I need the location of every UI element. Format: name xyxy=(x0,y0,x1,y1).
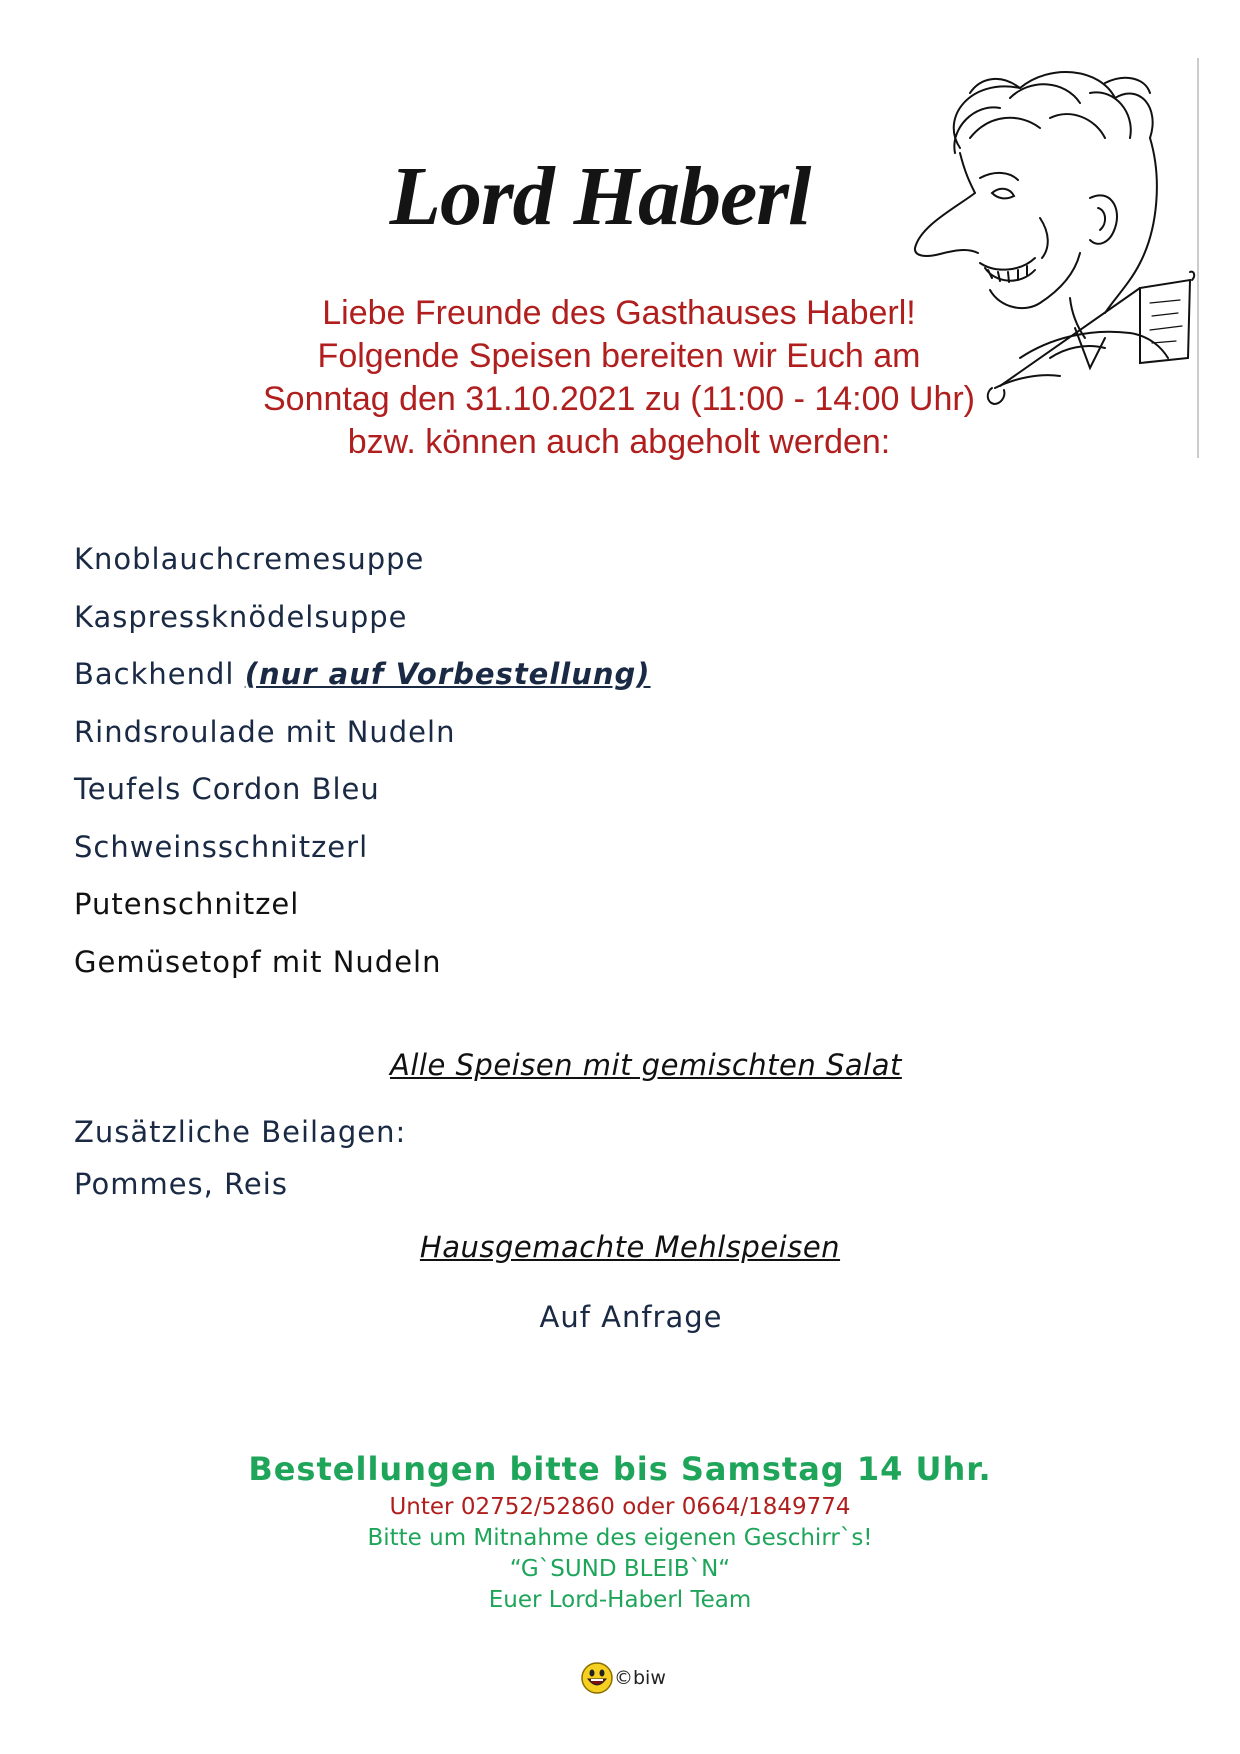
intro-text xyxy=(0,292,1240,464)
menu-list xyxy=(74,540,651,1000)
menu-item xyxy=(74,655,651,713)
menu-item xyxy=(74,540,651,598)
signature: Euer Lord-Haberl Team xyxy=(488,1587,752,1613)
intro-line: Folgende Speisen bereiten wir Euch am xyxy=(317,337,921,375)
sides-value: Pommes, Reis xyxy=(74,1167,288,1201)
menu-item xyxy=(74,828,651,886)
sides-section xyxy=(74,1106,406,1210)
menu-item xyxy=(74,943,651,1001)
menu-item-name: Schweinsschnitzerl xyxy=(74,829,369,864)
menu-item-name: Kaspressknödelsuppe xyxy=(74,599,408,634)
menu-item xyxy=(74,885,651,943)
menu-item-name: Putenschnitzel xyxy=(74,887,300,921)
credit-text: ©biw xyxy=(614,1667,666,1689)
greeting: “G`SUND BLEIB`N“ xyxy=(509,1556,731,1582)
desserts-label: Hausgemachte Mehlspeisen xyxy=(419,1230,841,1264)
credit xyxy=(580,1660,666,1696)
menu-item xyxy=(74,598,651,656)
intro-line: bzw. können auch abgeholt werden: xyxy=(347,423,891,461)
dishes-note: Bitte um Mitnahme des eigenen Geschirr`s! xyxy=(367,1525,873,1551)
intro-line: Sonntag den 31.10.2021 zu (11:00 - 14:00 Uhr) xyxy=(263,380,975,418)
preorder-note: (nur auf Vorbestellung) xyxy=(244,657,651,691)
order-deadline: Bestellungen bitte bis Samstag 14 Uhr. xyxy=(248,1450,992,1488)
menu-item xyxy=(74,713,651,771)
logo-title: Lord Haberl xyxy=(389,150,811,243)
footer xyxy=(0,1446,1240,1616)
intro-line: Liebe Freunde des Gasthauses Haberl! xyxy=(322,294,916,332)
phone-numbers: Unter 02752/52860 oder 0664/1849774 xyxy=(389,1494,851,1520)
menu-item-name: Teufels Cordon Bleu xyxy=(74,772,380,806)
salad-note: Alle Speisen mit gemischten Salat xyxy=(390,1048,902,1082)
menu-item-name: Rindsroulade mit Nudeln xyxy=(74,714,456,749)
menu-item-name: Knoblauchcremesuppe xyxy=(74,542,425,576)
smiley-icon xyxy=(580,1661,614,1695)
sides-label: Zusätzliche Beilagen: xyxy=(74,1115,407,1149)
menu-item-name: Gemüsetopf mit Nudeln xyxy=(74,944,442,979)
menu-item xyxy=(74,770,651,828)
menu-item-name: Backhendl xyxy=(74,657,245,691)
desserts-value: Auf Anfrage xyxy=(539,1300,723,1334)
